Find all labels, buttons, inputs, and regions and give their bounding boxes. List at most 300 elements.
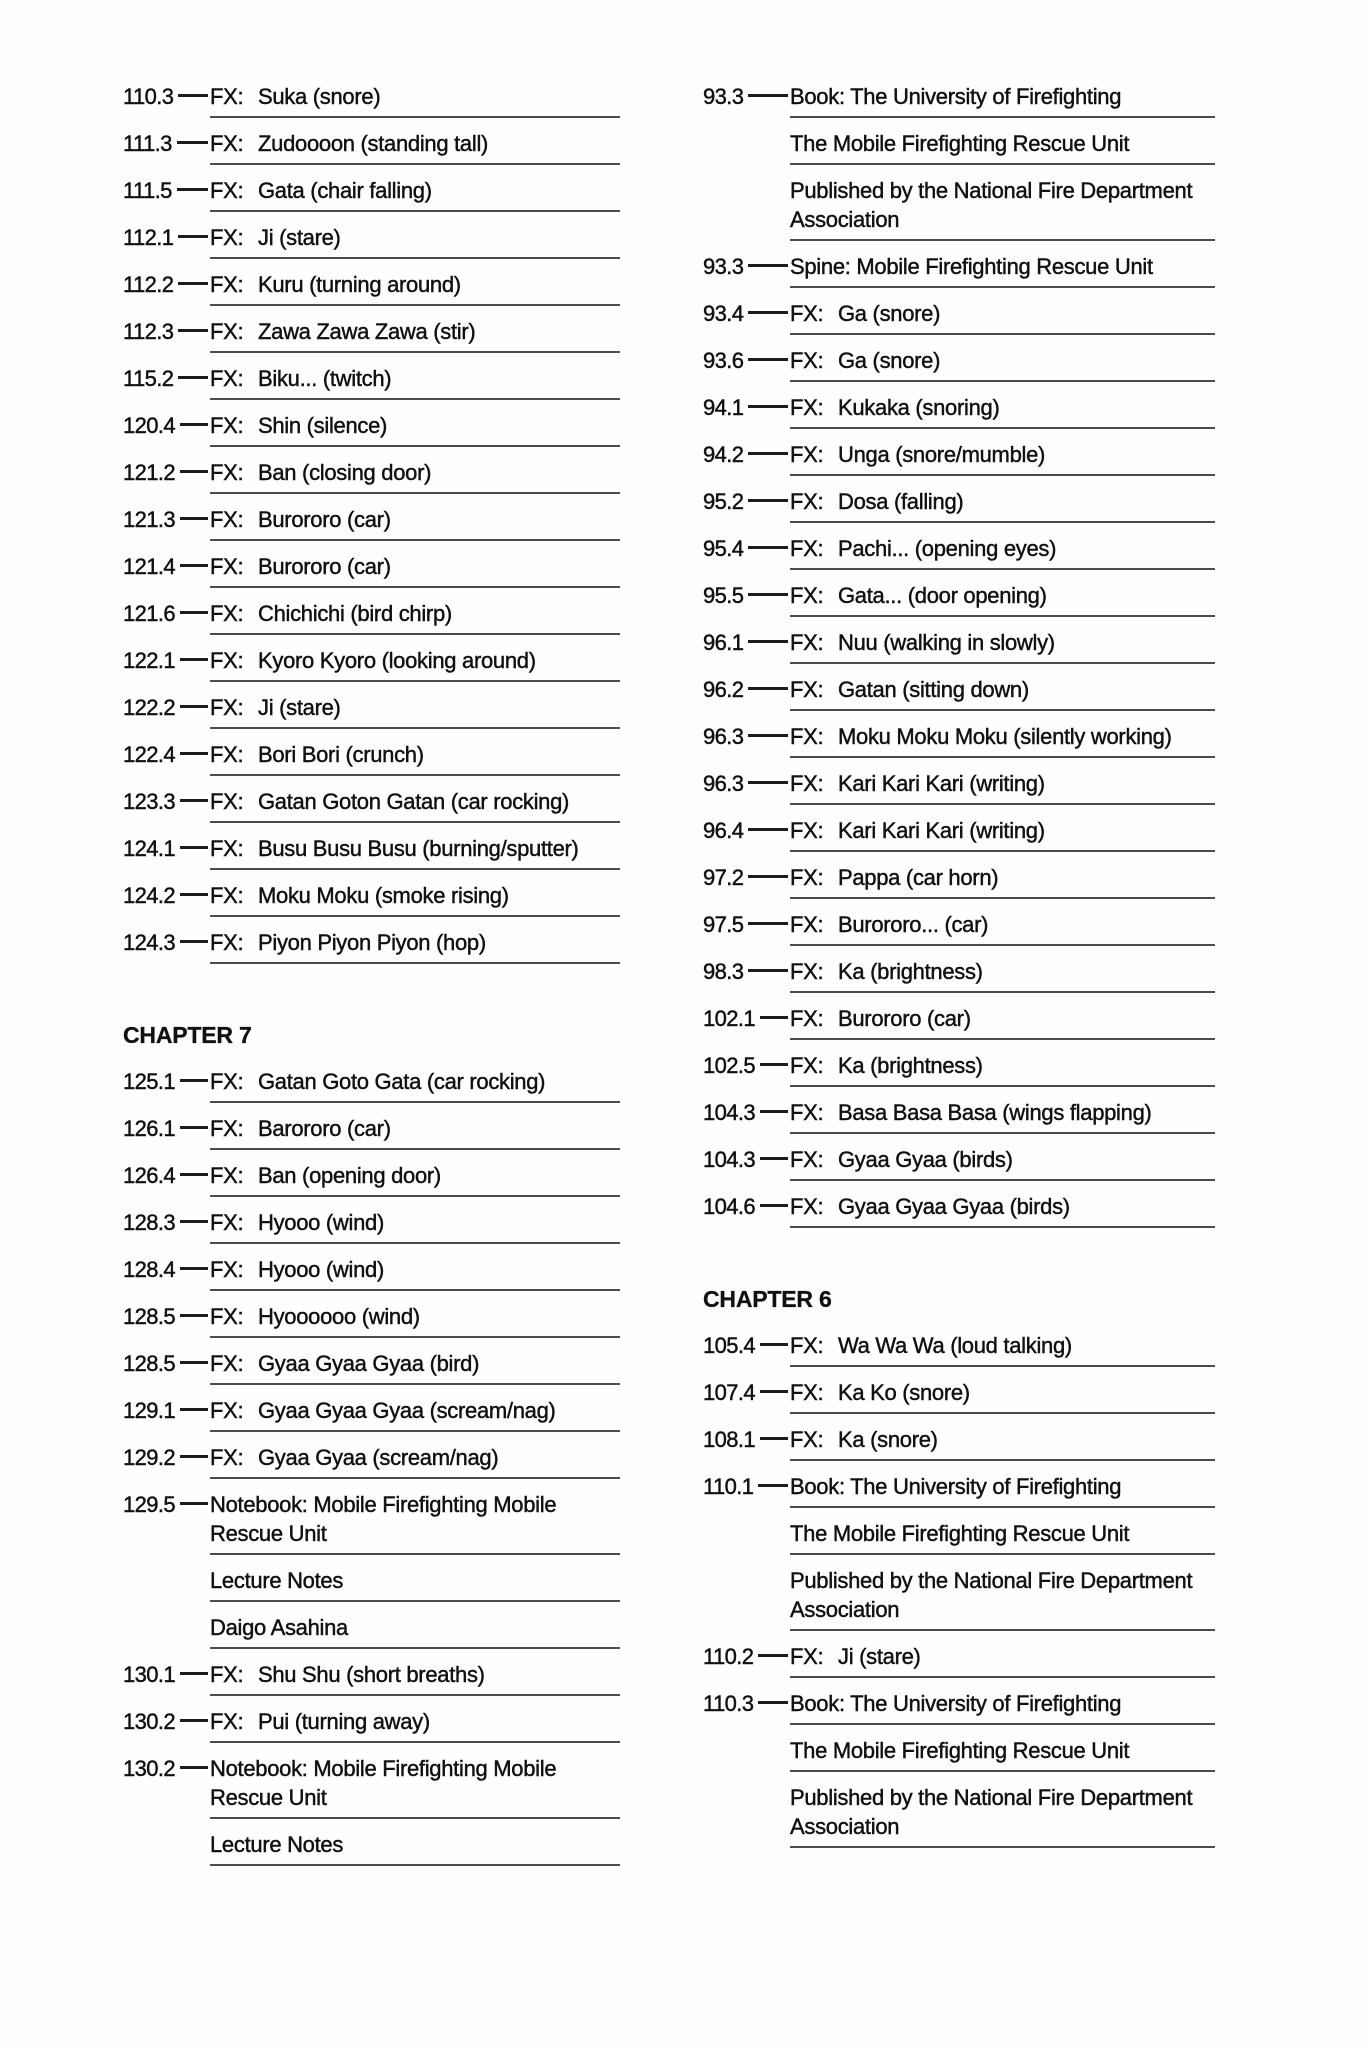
entry-ref: 121.4 [123, 554, 176, 579]
fx-label: FX: [790, 1194, 824, 1219]
fx-label: FX: [210, 930, 244, 955]
entry-ref-zone [703, 393, 790, 422]
entry-text-line [790, 581, 1215, 610]
entry-dash [180, 564, 208, 567]
entry [703, 487, 1215, 534]
entry-text-line [210, 176, 620, 205]
entry-text-line [210, 1660, 620, 1689]
entry-ref-zone [123, 1114, 210, 1143]
chapter-heading: CHAPTER 6 [703, 1286, 832, 1312]
entry-ref: 96.3 [703, 771, 744, 796]
entry-content [790, 581, 1215, 628]
entry-block [210, 458, 620, 494]
fx-label: FX: [790, 1427, 824, 1452]
entry-ref: 110.2 [703, 1644, 754, 1669]
entry-dash [180, 1408, 208, 1411]
entry-text: Association [790, 207, 900, 232]
fx-label: FX: [210, 272, 244, 297]
entry-text: Kari Kari Kari (writing) [838, 818, 1045, 843]
entry-text-line [210, 317, 620, 346]
entry [123, 1349, 620, 1396]
entry-block [210, 1754, 620, 1819]
entry [703, 1004, 1215, 1051]
entry-ref: 105.4 [703, 1333, 756, 1358]
entry-text: Notebook: Mobile Firefighting Mobile [210, 1492, 557, 1517]
entry-content [790, 346, 1215, 393]
entry-text-line [210, 1349, 620, 1378]
fx-label: FX: [790, 724, 824, 749]
fx-label: FX: [210, 225, 244, 250]
fx-label: FX: [210, 1351, 244, 1376]
entry-block [210, 1302, 620, 1338]
fx-label: FX: [790, 489, 824, 514]
entry-dash [180, 1766, 208, 1769]
entry-dash [760, 1343, 788, 1346]
entry-text: Burororo (car) [258, 507, 391, 532]
fx-label: FX: [790, 442, 824, 467]
entry-content [790, 1378, 1215, 1425]
entry-text: Wa Wa Wa (loud talking) [838, 1333, 1072, 1358]
entry-dash [760, 1390, 788, 1393]
entry-ref: 121.2 [123, 460, 176, 485]
entry-ref: 93.3 [703, 84, 744, 109]
entry-block [210, 1566, 620, 1602]
entry-content [210, 834, 620, 881]
entry-text-line [790, 176, 1215, 205]
entry-ref: 124.3 [123, 930, 176, 955]
entry-block [210, 881, 620, 917]
entry-ref: 128.3 [123, 1210, 176, 1235]
entry-dash [180, 1455, 208, 1458]
entry-text: Lecture Notes [210, 1568, 344, 1593]
entry-ref-zone [703, 1098, 790, 1127]
entry-ref: 122.2 [123, 695, 176, 720]
entry-text: Association [790, 1814, 900, 1839]
entry-text: Zawa Zawa Zawa (stir) [258, 319, 476, 344]
entry-ref-zone [703, 722, 790, 751]
entry-text: Gyaa Gyaa (scream/nag) [258, 1445, 499, 1470]
entry-ref-zone [123, 928, 210, 957]
entry-dash [748, 358, 788, 361]
fx-label: FX: [790, 1333, 824, 1358]
entry-dash [748, 875, 788, 878]
entry-text-line [210, 458, 620, 487]
entry-text: Kari Kari Kari (writing) [838, 771, 1045, 796]
entry [123, 411, 620, 458]
entry [123, 176, 620, 223]
entry-content [210, 1707, 620, 1754]
entry-text: Gatan (sitting down) [838, 677, 1029, 702]
entry-text: Ka (snore) [838, 1427, 938, 1452]
entry-content [790, 1145, 1215, 1192]
entry-text-line [210, 881, 620, 910]
entry-ref-zone [703, 863, 790, 892]
entry [123, 1490, 620, 1660]
entry-content [790, 1689, 1215, 1859]
entry-ref-zone [703, 675, 790, 704]
entry-dash [748, 781, 788, 784]
fx-label: FX: [210, 648, 244, 673]
fx-label: FX: [210, 366, 244, 391]
entry-text-line [790, 82, 1215, 111]
entry-block [790, 1378, 1215, 1414]
entry [703, 299, 1215, 346]
entry-text: Published by the National Fire Department [790, 1785, 1193, 1810]
entry-text-line [210, 1161, 620, 1190]
entry-ref: 129.2 [123, 1445, 176, 1470]
entry-content [210, 1114, 620, 1161]
entry-text-line [790, 1425, 1215, 1454]
entry-text: Barororo (car) [258, 1116, 391, 1141]
entry [703, 346, 1215, 393]
entry-dash [180, 846, 208, 849]
column-right [703, 82, 1215, 1859]
entry-dash [180, 940, 208, 943]
fx-label: FX: [210, 1163, 244, 1188]
entry [703, 1192, 1215, 1239]
entry-ref: 128.5 [123, 1304, 176, 1329]
entry-ref: 97.5 [703, 912, 744, 937]
entry-ref-zone [123, 834, 210, 863]
fx-label: FX: [790, 395, 824, 420]
entry-ref: 96.2 [703, 677, 744, 702]
entry-block [790, 769, 1215, 805]
entry-text: Pappa (car horn) [838, 865, 999, 890]
entry-content [790, 440, 1215, 487]
entry-text-line [210, 1208, 620, 1237]
entry-block [210, 646, 620, 682]
entry-dash [178, 376, 208, 379]
entry-text: Kukaka (snoring) [838, 395, 1000, 420]
entry-ref-zone [123, 1067, 210, 1096]
entry-block [210, 505, 620, 541]
entry-dash [748, 264, 788, 267]
entry-dash [180, 1502, 208, 1505]
entry-block [790, 440, 1215, 476]
entry [703, 628, 1215, 675]
entry-content [790, 299, 1215, 346]
entry-block [210, 1707, 620, 1743]
entry-text-line [210, 834, 620, 863]
chapter-heading: CHAPTER 7 [123, 1022, 252, 1048]
entry-text-line [790, 910, 1215, 939]
entry-ref: 95.5 [703, 583, 744, 608]
entry-block [790, 534, 1215, 570]
entry-ref: 126.4 [123, 1163, 176, 1188]
entry-text-line [210, 270, 620, 299]
entry-ref: 110.3 [703, 1691, 754, 1716]
fx-label: FX: [790, 1380, 824, 1405]
entry-dash [178, 94, 208, 97]
entry-text-line [210, 82, 620, 111]
entry [703, 82, 1215, 252]
entry-text-line [210, 1302, 620, 1331]
entry-text-line [790, 1519, 1215, 1548]
entry-block [790, 1689, 1215, 1725]
fx-label: FX: [210, 836, 244, 861]
entry-dash [748, 405, 788, 408]
entry [703, 393, 1215, 440]
entry [703, 910, 1215, 957]
entry [703, 675, 1215, 722]
fx-label: FX: [210, 131, 244, 156]
entry-ref-zone [123, 1660, 210, 1689]
entry-block [210, 1490, 620, 1555]
entry-ref: 130.2 [123, 1756, 176, 1781]
entry [123, 1707, 620, 1754]
entry-text: Unga (snore/mumble) [838, 442, 1046, 467]
fx-label: FX: [790, 1147, 824, 1172]
entry-dash [748, 734, 788, 737]
entry-ref-zone [123, 364, 210, 393]
entry-content [790, 487, 1215, 534]
entry-ref-zone [123, 505, 210, 534]
entry-text: Published by the National Fire Department [790, 178, 1193, 203]
fx-label: FX: [210, 1662, 244, 1687]
entry [123, 82, 620, 129]
entry-text-line [790, 129, 1215, 158]
entry-ref-zone [123, 646, 210, 675]
entry-content [790, 1642, 1215, 1689]
entry-block [790, 129, 1215, 165]
entry-content [210, 270, 620, 317]
entry [123, 834, 620, 881]
entry-text-line [210, 129, 620, 158]
entry-text-line [210, 1830, 620, 1859]
entry-content [210, 1660, 620, 1707]
entry-ref-zone [703, 581, 790, 610]
entry-text: Hyooo (wind) [258, 1257, 385, 1282]
entry-content [210, 1161, 620, 1208]
entry-content [210, 599, 620, 646]
entry [703, 534, 1215, 581]
entry [123, 1114, 620, 1161]
fx-label: FX: [210, 1069, 244, 1094]
entry-text-line [210, 505, 620, 534]
fx-label: FX: [790, 1053, 824, 1078]
entry-text-line [210, 646, 620, 675]
entry [123, 928, 620, 975]
fx-label: FX: [210, 1116, 244, 1141]
fx-label: FX: [210, 1257, 244, 1282]
entry-content [790, 1425, 1215, 1472]
entry-dash [760, 1110, 788, 1113]
entry-text-line [790, 1566, 1215, 1595]
entry-content [210, 129, 620, 176]
fx-label: FX: [210, 789, 244, 814]
entry [123, 505, 620, 552]
entry-text: Kyoro Kyoro (looking around) [258, 648, 536, 673]
entry-dash [180, 752, 208, 755]
entry-content [210, 458, 620, 505]
entry-ref-zone [123, 599, 210, 628]
entry-text: Shu Shu (short breaths) [258, 1662, 485, 1687]
entry-ref: 111.5 [123, 178, 172, 203]
entry-ref: 112.2 [123, 272, 174, 297]
entry-content [210, 505, 620, 552]
entry-dash [758, 1654, 788, 1657]
entry-dash [748, 640, 788, 643]
entry [123, 129, 620, 176]
entry-ref: 102.1 [703, 1006, 756, 1031]
entry-block [210, 1067, 620, 1103]
entry-ref: 108.1 [703, 1427, 756, 1452]
entry-content [790, 1004, 1215, 1051]
entry-ref-zone [703, 1004, 790, 1033]
entry-ref-zone [123, 740, 210, 769]
entry-ref: 115.2 [123, 366, 174, 391]
entry-dash [760, 1016, 788, 1019]
entry-ref-zone [123, 881, 210, 910]
entry-dash [178, 329, 208, 332]
entry-block [790, 487, 1215, 523]
entry-dash [180, 1220, 208, 1223]
entry [703, 1425, 1215, 1472]
entry-text: Gatan Goton Gatan (car rocking) [258, 789, 570, 814]
fx-label: FX: [210, 742, 244, 767]
entry-ref-zone [703, 1472, 790, 1501]
entry-ref: 124.2 [123, 883, 176, 908]
entry-text: Burororo (car) [838, 1006, 971, 1031]
entry-content [790, 1331, 1215, 1378]
entry-ref: 130.1 [123, 1662, 176, 1687]
entry-text-line [790, 1595, 1215, 1624]
entry-ref: 94.1 [703, 395, 744, 420]
fx-label: FX: [790, 630, 824, 655]
entry-ref-zone [123, 1208, 210, 1237]
entry-text: Ka Ko (snore) [838, 1380, 970, 1405]
entry-ref: 128.4 [123, 1257, 176, 1282]
entry-text: Gyaa Gyaa (birds) [838, 1147, 1013, 1172]
entry-block [790, 1642, 1215, 1678]
entry-content [790, 534, 1215, 581]
entry-text: Ga (snore) [838, 301, 941, 326]
entry-block [790, 1736, 1215, 1772]
entry-text-line [790, 1051, 1215, 1080]
entry-text: Gata... (door opening) [838, 583, 1047, 608]
entry-ref: 111.3 [123, 131, 172, 156]
entry-content [790, 816, 1215, 863]
entry-dash [760, 1063, 788, 1066]
entry-block [210, 270, 620, 306]
entry [703, 769, 1215, 816]
entry-ref: 125.1 [123, 1069, 176, 1094]
entry-text: Pui (turning away) [258, 1709, 430, 1734]
entry-block [790, 176, 1215, 241]
entry-text-line [210, 1754, 620, 1783]
entry-text-line [790, 1098, 1215, 1127]
fx-label: FX: [790, 912, 824, 937]
fx-label: FX: [790, 536, 824, 561]
entry-dash [758, 1701, 788, 1704]
entry-block [790, 1145, 1215, 1181]
entry-ref-zone [123, 1707, 210, 1736]
entry-content [790, 863, 1215, 910]
entry-text-line [790, 346, 1215, 375]
entry [123, 458, 620, 505]
entry-ref-zone [123, 1161, 210, 1190]
entry-content [790, 1098, 1215, 1145]
entry-text: The Mobile Firefighting Rescue Unit [790, 131, 1130, 156]
entry-text-line [790, 1689, 1215, 1718]
entry-text-line [790, 722, 1215, 751]
entry-block [210, 1443, 620, 1479]
entry-ref: 93.3 [703, 254, 744, 279]
entry-block [790, 816, 1215, 852]
entry-text: Kuru (turning around) [258, 272, 461, 297]
entry-ref-zone [123, 1754, 210, 1783]
entry-text: Ka (brightness) [838, 1053, 983, 1078]
entry-text-line [790, 1192, 1215, 1221]
entry-block [790, 299, 1215, 335]
entry-ref: 97.2 [703, 865, 744, 890]
entry-text: Gyaa Gyaa Gyaa (scream/nag) [258, 1398, 556, 1423]
entry-text-line [210, 364, 620, 393]
entry-content [210, 364, 620, 411]
entry-ref: 110.3 [123, 84, 174, 109]
entry-block [210, 693, 620, 729]
entry-text-line [210, 928, 620, 957]
entry-block [790, 1425, 1215, 1461]
entry-text-line [790, 205, 1215, 234]
entry-dash [758, 1484, 788, 1487]
entry-text-line [210, 1067, 620, 1096]
entry-text: Dosa (falling) [838, 489, 964, 514]
entry-text-line [210, 1255, 620, 1284]
entry-text: Notebook: Mobile Firefighting Mobile [210, 1756, 557, 1781]
entry-ref-zone [123, 1396, 210, 1425]
entry-ref: 95.4 [703, 536, 744, 561]
entry-text: Moku Moku (smoke rising) [258, 883, 509, 908]
entry-text-line [210, 1707, 620, 1736]
entry-text: Ga (snore) [838, 348, 941, 373]
entry-text: Ji (stare) [838, 1644, 921, 1669]
entry [703, 1378, 1215, 1425]
entry-block [210, 176, 620, 212]
entry-ref: 96.1 [703, 630, 744, 655]
entry-content [210, 1349, 620, 1396]
entry-ref-zone [123, 176, 210, 205]
entry-block [790, 1004, 1215, 1040]
entry-block [790, 1051, 1215, 1087]
entry-dash [180, 611, 208, 614]
entry-text-line [790, 628, 1215, 657]
fx-label: FX: [210, 1445, 244, 1470]
entry-dash [180, 1079, 208, 1082]
entry-ref-zone [703, 1331, 790, 1360]
entry-block [790, 1783, 1215, 1848]
entry-text-line [790, 534, 1215, 563]
entry-text-line [790, 1331, 1215, 1360]
entry-content [790, 675, 1215, 722]
entry-ref: 112.3 [123, 319, 174, 344]
entry-block [790, 393, 1215, 429]
fx-label: FX: [790, 677, 824, 702]
entry-ref: 129.1 [123, 1398, 176, 1423]
entry-ref-zone [703, 82, 790, 111]
entry-text-line [210, 1490, 620, 1519]
entry-text-line [790, 1145, 1215, 1174]
entry-dash [748, 311, 788, 314]
entry-text-line [210, 1114, 620, 1143]
entry-text-line [210, 1783, 620, 1812]
entry-dash [180, 517, 208, 520]
entry-ref: 104.6 [703, 1194, 756, 1219]
entry-dash [180, 1719, 208, 1722]
entry-text-line [210, 1566, 620, 1595]
entry-text: Gatan Goto Gata (car rocking) [258, 1069, 546, 1094]
entry-ref: 94.2 [703, 442, 744, 467]
